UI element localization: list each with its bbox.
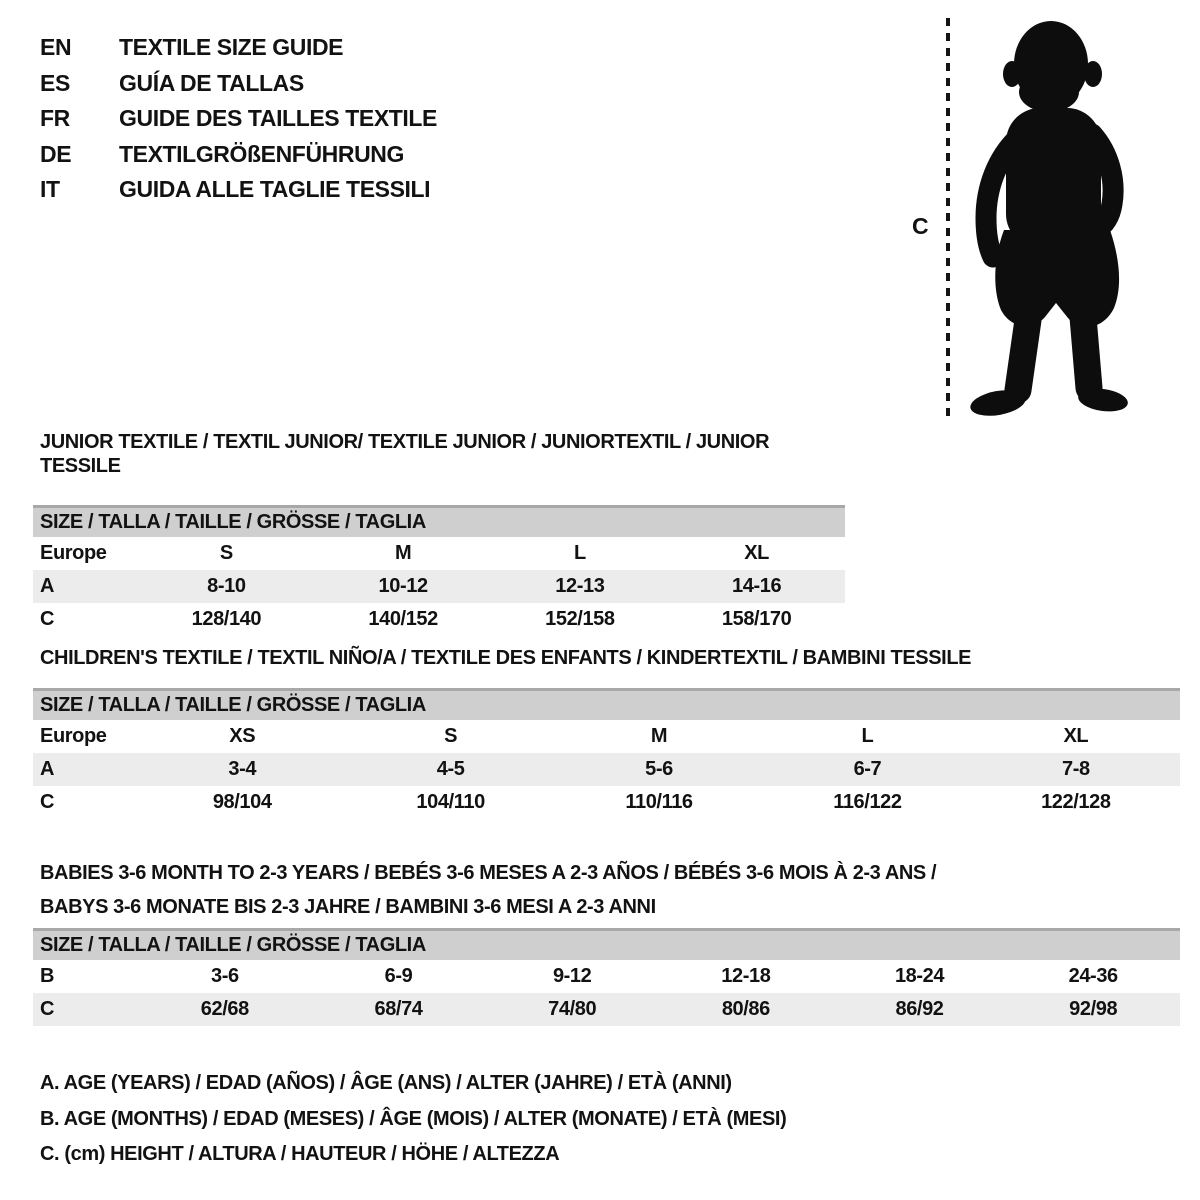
language-row-de (40, 137, 437, 173)
language-row-fr (40, 101, 437, 137)
size-header-row: SIZE / TALLA / TAILLE / GRÖSSE / TAGLIA (33, 928, 1180, 960)
cell-value: 9-12 (552, 965, 592, 987)
cell-value: 24-36 (1068, 965, 1118, 987)
table-row-age-months (33, 960, 1180, 993)
language-row-it (40, 172, 437, 208)
table-row-age-years (33, 570, 845, 603)
cell-value: 110/116 (625, 791, 693, 813)
children-section-title: CHILDREN'S TEXTILE / TEXTIL NIÑO/A / TEXTILE DES ENFANTS / KINDERTEXTIL / BAMBINI TESSILE (40, 647, 972, 669)
babies-title-line-2: BABYS 3-6 MONATE BIS 2-3 JAHRE / BAMBINI 3-6 MESI A 2-3 ANNI (40, 896, 656, 918)
cell-value: 10-12 (378, 575, 428, 597)
language-code: EN (40, 34, 72, 60)
cell-value: 128/140 (191, 608, 262, 630)
cell-value: 92/98 (1069, 998, 1118, 1020)
table-row-height (33, 993, 1180, 1026)
guide-title-it: GUIDA ALLE TAGLIE TESSILI (119, 176, 431, 202)
cell-value: 80/86 (721, 998, 770, 1020)
children-size-table (33, 688, 1180, 819)
language-code: DE (40, 140, 72, 167)
row-label: C (40, 791, 55, 813)
cell-value: 18-24 (894, 965, 945, 987)
cell-value: 7-8 (1061, 758, 1090, 780)
junior-section-title: JUNIOR TEXTILE / TEXTIL JUNIOR/ TEXTILE JUNIOR / JUNIORTEXTIL / JUNIOR TESSILE (40, 431, 770, 477)
cell-value: 122/128 (1041, 791, 1111, 813)
cell-value: XS (229, 725, 256, 747)
measurement-legend (40, 1066, 786, 1173)
junior-textile-section (33, 430, 845, 636)
guide-title-en: TEXTILE SIZE GUIDE (119, 34, 344, 60)
cell-value: 5-6 (645, 758, 673, 780)
children-textile-section (33, 646, 1180, 819)
cell-value: L (861, 725, 874, 747)
junior-size-table (33, 505, 845, 636)
cell-value: M (650, 725, 668, 747)
cell-value: 86/92 (895, 998, 944, 1020)
cell-value: 12-13 (555, 575, 605, 597)
cell-value: 152/158 (545, 608, 615, 630)
cell-value: S (219, 542, 233, 564)
language-row-en (40, 30, 437, 66)
cell-value: M (394, 542, 412, 564)
babies-title-line-1: BABIES 3-6 MONTH TO 2-3 YEARS / BEBÉS 3-6 MESES A 2-3 AÑOS / BÉBÉS 3-6 MOIS À 2-3 ANS / (40, 862, 937, 884)
row-label: B (40, 965, 55, 987)
cell-value: 68/74 (374, 998, 423, 1020)
table-row-age-years (33, 753, 1180, 786)
babies-size-table (33, 928, 1180, 1026)
cell-value: XL (1063, 725, 1089, 747)
cell-value: 74/80 (548, 998, 597, 1020)
cell-value: S (444, 725, 458, 747)
cell-value: 3-4 (228, 758, 257, 780)
row-label: A (40, 758, 55, 780)
guide-title-es: GUÍA DE TALLAS (119, 69, 304, 96)
cell-value: 6-9 (384, 965, 413, 987)
cell-value: 8-10 (207, 575, 246, 597)
row-label: A (40, 575, 55, 597)
cell-value: 3-6 (210, 965, 239, 987)
cell-value: 4-5 (436, 758, 465, 780)
cell-value: L (573, 542, 586, 564)
babies-section-title (33, 856, 1180, 924)
cell-value: 12-18 (721, 965, 771, 987)
guide-title-fr: GUIDE DES TAILLES TEXTILE (119, 105, 437, 131)
cell-value: 104/110 (416, 791, 485, 813)
language-list (40, 30, 437, 208)
table-row-height (33, 786, 1180, 819)
cell-value: 116/122 (833, 791, 902, 813)
legend-line-c: C. (cm) HEIGHT / ALTURA / HAUTEUR / HÖHE / ALTEZZA (40, 1143, 560, 1165)
row-label: C (40, 608, 55, 630)
cell-value: 62/68 (200, 998, 249, 1020)
language-code: IT (40, 176, 60, 202)
row-label: C (40, 998, 55, 1020)
cell-value: 98/104 (212, 791, 272, 813)
cell-value: 158/170 (721, 608, 792, 630)
cell-value: 140/152 (368, 608, 438, 630)
table-row-height (33, 603, 845, 636)
height-measure-label: C (912, 213, 929, 239)
toddler-silhouette-icon (956, 12, 1151, 422)
height-measure-line (946, 18, 950, 416)
row-label: Europe (40, 725, 107, 747)
cell-value: 6-7 (853, 758, 882, 780)
size-header-row: SIZE / TALLA / TAILLE / GRÖSSE / TAGLIA (33, 688, 1180, 720)
language-code: FR (40, 105, 70, 131)
size-header-row: SIZE / TALLA / TAILLE / GRÖSSE / TAGLIA (33, 505, 845, 537)
cell-value: 14-16 (732, 575, 782, 597)
guide-title-de: TEXTILGRÖßENFÜHRUNG (119, 140, 404, 167)
row-label: Europe (40, 542, 107, 564)
table-row-europe (33, 537, 845, 570)
table-row-europe (33, 720, 1180, 753)
legend-line-a: A. AGE (YEARS) / EDAD (AÑOS) / ÂGE (ANS) / ALTER (JAHRE) / ETÀ (ANNI) (40, 1072, 732, 1094)
cell-value: XL (744, 542, 769, 564)
legend-line-b: B. AGE (MONTHS) / EDAD (MESES) / ÂGE (MOIS) / ALTER (MONATE) / ETÀ (MESI) (40, 1107, 787, 1130)
babies-textile-section (33, 856, 1180, 1026)
language-row-es (40, 66, 437, 102)
language-code: ES (40, 69, 70, 96)
